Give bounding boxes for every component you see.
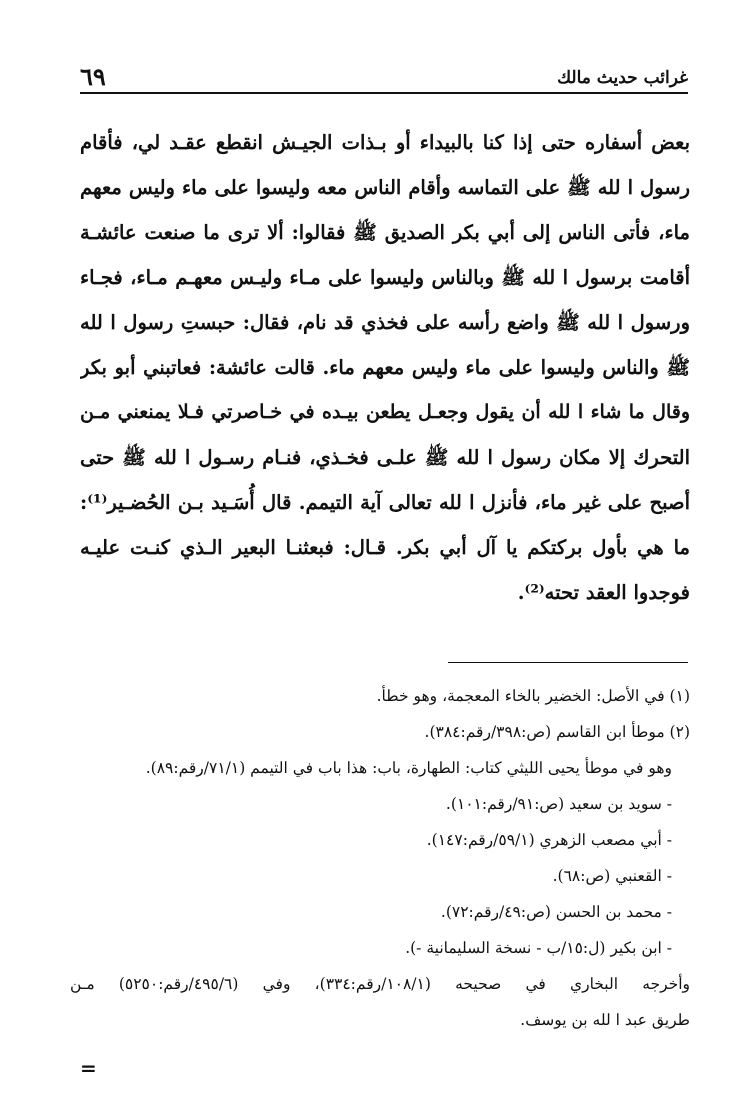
footnotes [70, 678, 690, 1038]
text-line: ما هي بأول بركتكم يا آل أبي بكر. قـال: فبعثنـا البعير الـذي كنـت عليـه [80, 536, 690, 559]
text-line: وقال ما شاء ا لله أن يقول وجعـل يطعن بيـده في خـاصرتي فـلا يمنعني مـن [80, 401, 690, 423]
book-title: غرائب حديث مالك [557, 68, 688, 88]
page-number: ٦٩ [80, 62, 106, 91]
footnote: - محمد بن الحسن (ص:٤٩/رقم:٧٢). [440, 903, 672, 921]
footnote: وهو في موطأ يحيى الليثي كتاب: الطهارة، باب: هذا باب في التيمم (٧١/١/رقم:٨٩). [145, 759, 672, 777]
text-line: أقامت برسول ا لله ﷺ وبالناس وليسوا على مـاء وليـس معهـم مـاء، فجـاء [80, 266, 690, 289]
footnote: - أبي مصعب الزهري (٥٩/١/رقم:١٤٧). [426, 831, 672, 849]
text-line: رسول ا لله ﷺ على التماسه وأقام الناس معه وليسوا على ماء وليس معهم [80, 176, 690, 199]
text-line: ﷺ والناس وليسوا على ماء وليس معهم ماء. قالت عائشة: فعاتبني أبو بكر [80, 356, 690, 379]
main-text [80, 120, 690, 615]
footnote: (١) في الأصل: الخضير بالخاء المعجمة، وهو خطأ. [376, 687, 690, 705]
footnote: طريق عبد ا لله بن يوسف. [520, 1011, 690, 1029]
text-line: التحرك إلا مكان رسول ا لله ﷺ علـى فخـذي، فنـام رسـول ا لله ﷺ حتى [80, 446, 690, 469]
text-line: ورسول ا لله ﷺ واضع رأسه على فخذي قد نام، فقال: حبستِ رسول ا لله [80, 311, 690, 334]
text-line: بعض أسفاره حتى إذا كنا بالبيداء أو بـذات الجيـش انقطع عقـد لي، فأقام [80, 131, 690, 154]
footnote: - القعنبي (ص:٦٨). [552, 867, 672, 885]
text-line: ماء، فأتى الناس إلى أبي بكر الصديق ﷺ فقالوا: ألا ترى ما صنعت عائشـة [80, 221, 690, 244]
footnote-separator [448, 662, 688, 663]
running-header [80, 58, 688, 94]
footnote: وأخرجه البخاري في صحيحه (١٠٨/١/رقم:٣٣٤)، وفي (٤٩٥/٦/رقم:٥٢٥٠) مـن [70, 975, 690, 993]
text-line: أصبح على غير ماء، فأنزل ا لله تعالى آية التيمم. قال أُسَـيد بـن الحُضـير⁽¹⁾: [80, 491, 690, 514]
footnote: - سويد بن سعيد (ص:٩١/رقم:١٠١). [445, 795, 672, 813]
footnote: (٢) موطأ ابن القاسم (ص:٣٩٨/رقم:٣٨٤). [424, 723, 690, 741]
text-line: فوجدوا العقد تحته⁽²⁾. [517, 581, 690, 604]
continuation-marker: = [80, 1056, 97, 1080]
footnote: - ابن بكير (ل:١٥/ب - نسخة السليمانية -). [405, 939, 672, 957]
